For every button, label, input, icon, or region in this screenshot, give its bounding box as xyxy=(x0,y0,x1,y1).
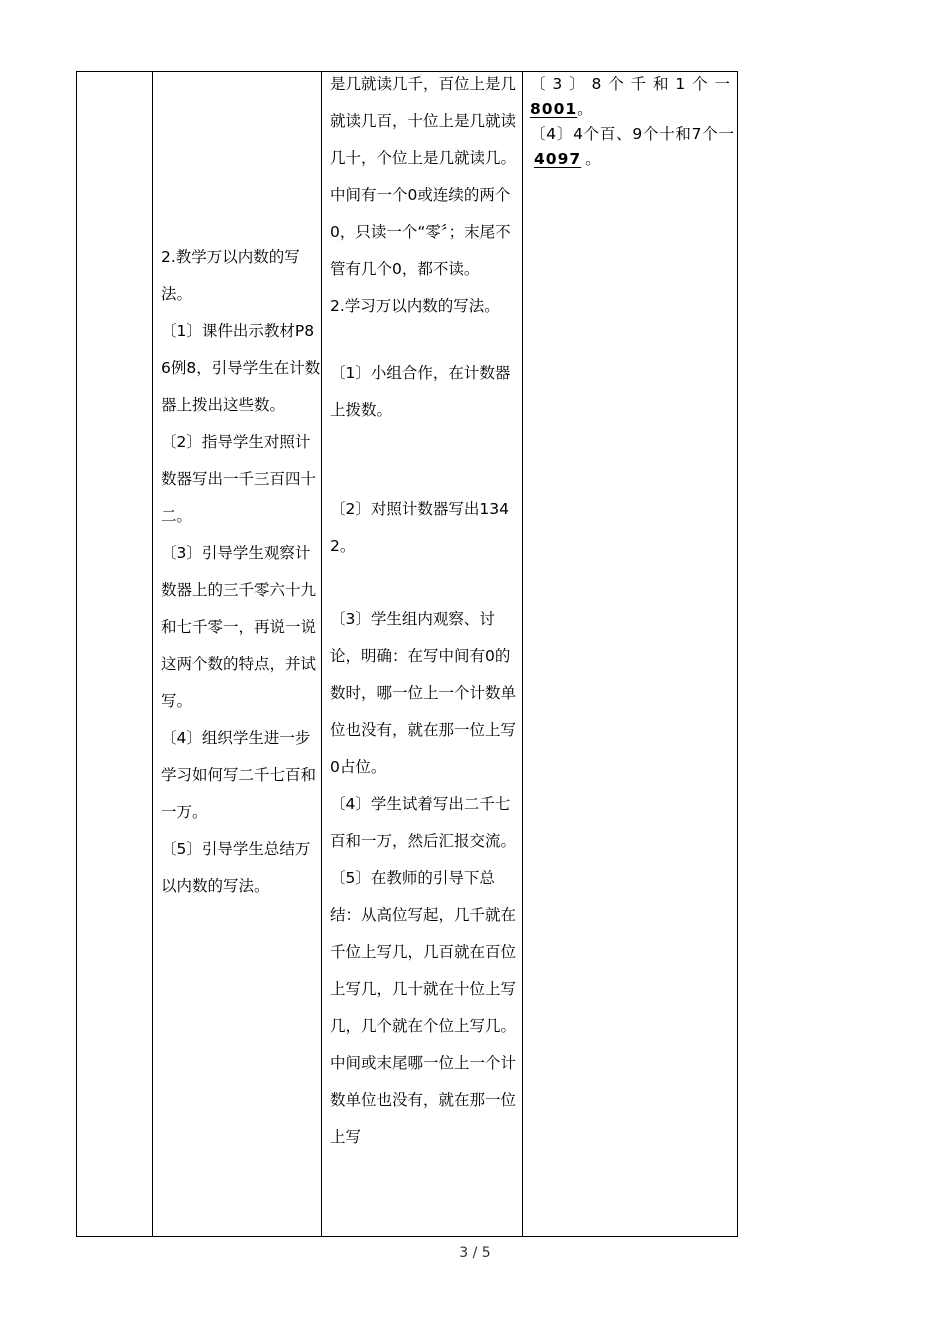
column-divider-3 xyxy=(522,72,523,1236)
column-divider-1 xyxy=(152,72,153,1236)
exercise-item-4-answer: 4097 xyxy=(534,150,582,168)
teacher-step-4: 〔4〕组织学生进一步学习如何写二千七百和一万。 xyxy=(161,729,317,821)
exercise-item-4 xyxy=(530,122,734,172)
teacher-step-2: 〔2〕指导学生对照计数器写出一千三百四十二。 xyxy=(161,433,317,525)
teacher-step-5: 〔5〕引导学生总结万以内数的写法。 xyxy=(161,840,311,895)
exercise-item-3-answer: 8001 xyxy=(530,100,578,118)
teacher-step-1: 〔1〕课件出示教材P86例8，引导学生在计数器上拨出这些数。 xyxy=(161,322,321,414)
student-step-heading: 2.学习万以内数的写法。 xyxy=(330,297,500,315)
exercise-item-3-text: 〔3〕8个千和1个一 xyxy=(530,75,734,93)
teacher-step-3: 〔3〕引导学生观察计数器上的三千零六十九和七千零一，再说一说这两个数的特点，并试写。 xyxy=(161,544,317,710)
student-activity-column xyxy=(330,66,516,1156)
student-step-5: 〔5〕在教师的引导下总结：从高位写起，几千就在千位上写几，几百就在百位上写几，几十就在十位上写几，几个就在个位上写几。中间或末尾哪一位上一个计数单位也没有，就在那一位上写 xyxy=(330,869,517,1146)
student-step-1: 〔1〕小组合作，在计数器上拨数。 xyxy=(330,364,511,419)
reading-rule-text: 是几就读几千，百位上是几就读几百，十位上是几就读几十，个位上是几就读几。中间有一个0或连续的两个0，只读一个“零〞；末尾不管有几个0，都不读。 xyxy=(330,75,517,278)
student-step-2: 〔2〕对照计数器写出1342。 xyxy=(330,500,509,555)
exercise-item-4-end: 。 xyxy=(585,150,601,168)
exercise-item-3 xyxy=(530,72,734,122)
teacher-step-heading: 2.教学万以内数的写法。 xyxy=(161,248,300,303)
lesson-table xyxy=(76,71,738,1237)
exercise-item-4-text: 〔4〕4个百、9个十和7个一 xyxy=(530,125,734,143)
exercise-column xyxy=(530,72,734,172)
exercise-item-3-end: 。 xyxy=(577,100,597,118)
column-divider-2 xyxy=(321,72,322,1236)
student-step-4: 〔4〕学生试着写出二千七百和一万，然后汇报交流。 xyxy=(330,795,517,850)
teacher-activity-column xyxy=(161,239,321,905)
student-step-3: 〔3〕学生组内观察、讨论，明确：在写中间有0的数时，哪一位上一个计数单位也没有，就在那一位上写0占位。 xyxy=(330,610,517,776)
page-number: 3 / 5 xyxy=(459,1245,491,1261)
